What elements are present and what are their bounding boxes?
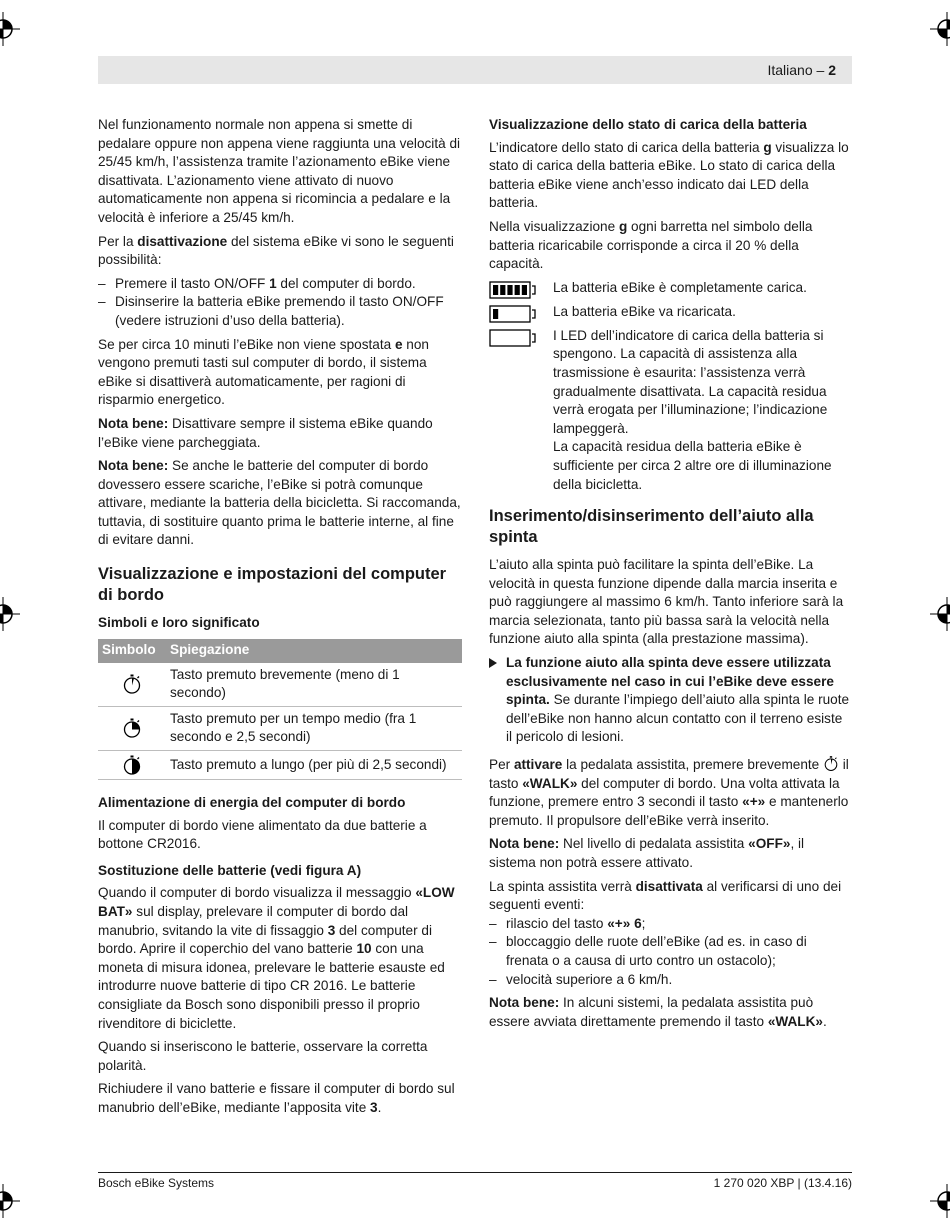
paragraph-polarity: Quando si inseriscono le batterie, osservare la corretta polarità. [98, 1039, 428, 1073]
text: e mantenerlo premuto. Il propulsore dell’eBike verrà inserito. [489, 794, 849, 828]
battery-state-text: La batteria eBike va ricaricata. [553, 303, 736, 319]
text: Per [489, 757, 514, 773]
text: Nella visualizzazione [489, 218, 619, 234]
battery-state-row [489, 327, 852, 494]
text: Disinserire la batteria eBike premendo il tasto ON/OFF (vedere istruzioni d’uso della batteria). [115, 294, 444, 328]
paragraph-deactivation-events [489, 878, 852, 915]
text: non vengono premuti tasti sul computer di bordo, il sistema eBike si disattiverà automaticamente, per ragioni di risparmio energetico. [98, 336, 429, 408]
paragraph-charge-indicator [489, 139, 852, 213]
heading-charge-display: Visualizzazione dello stato di carica della batteria [489, 117, 807, 132]
crop-mark-top-left [0, 12, 20, 46]
text: al verificarsi di uno dei seguenti eventi: [489, 878, 842, 913]
bold-text: 10 [356, 941, 372, 957]
text: ; [641, 915, 646, 931]
text: , il sistema non potrà essere attivato. [489, 836, 805, 870]
deactivation-events-list [489, 915, 852, 989]
heading-display-settings: Visualizzazione e impostazioni del computer di bordo [98, 565, 447, 605]
text: Premere il tasto ON/OFF [115, 275, 270, 291]
text: del computer di bordo. Aprire il coperchio del vano batterie [98, 922, 432, 957]
table-cell-symbol [98, 706, 166, 750]
paragraph-power-supply: Il computer di bordo viene alimentato da due batterie a bottone CR2016. [98, 817, 427, 852]
page-header-text [767, 62, 836, 78]
text: bloccaggio delle ruote dell’eBike (ad es. in caso di frenata o a causa di urto contro un ostacolo); [506, 934, 807, 968]
battery-terminal [532, 286, 535, 294]
text: Se anche le batterie del computer di bordo dovessero essere scariche, l’eBike si potrà comunque attivare, mediante la batteria della bicicletta. Si raccomanda, tuttavia, di sostituire quanto prima le batterie interne, al fine di evitare danni. [98, 458, 461, 548]
heading-symbols: Simboli e loro significato [98, 615, 260, 631]
table-row [98, 751, 462, 780]
bold-text: g [763, 139, 772, 155]
text: il tasto [489, 757, 849, 791]
header-dash: – [812, 62, 829, 78]
warning-block [489, 654, 852, 747]
text: . [822, 1013, 827, 1029]
battery-empty-text: I LED dell’indicatore di carica della batteria si spengono. La capacità di assistenza alla trasmissione è esaurita: l’assistenza verrà gradualmente disattivata. La capacità residua verrà erogata per l’illuminazione; l’indicazione lampeggerà. [553, 327, 828, 436]
paragraph-close-compartment [98, 1080, 462, 1117]
text: Disattivare sempre il sistema eBike quando l’eBike viene parcheggiata. [98, 415, 433, 450]
text: Nel livello di pedalata assistita [559, 836, 749, 852]
bold-text: e [394, 336, 403, 352]
text: Quando il computer di bordo visualizza il messaggio [98, 885, 416, 901]
right-column [489, 116, 852, 1036]
list-item [489, 971, 852, 990]
page-number: 2 [828, 62, 836, 78]
stopwatch-short-icon [823, 755, 839, 772]
text: ogni barretta nel simbolo della batteria ricaricabile corrisponde a circa il 20 % della capacità. [489, 218, 813, 272]
battery-bar [500, 285, 505, 295]
heading-power-supply: Alimentazione di energia del computer di bordo [98, 795, 406, 811]
table-cell-explanation: Tasto premuto a lungo (per più di 2,5 secondi) [166, 751, 462, 780]
warning-text: Se durante l’impiego dell’aiuto alla spinta le ruote dell’eBike non hanno alcun contatto con il terreno esiste il pericolo di lesioni. [506, 692, 850, 745]
warning-triangle-icon [489, 658, 497, 668]
bold-text: «WALK» [522, 775, 578, 791]
list-item [98, 275, 462, 294]
crop-mark-mid-right [930, 597, 950, 631]
note-label: Nota bene: [98, 458, 169, 474]
text: velocità superiore a 6 km/h. [506, 971, 673, 987]
text: visualizza lo stato di carica della batteria eBike. Lo stato di carica della batteria eBike viene anch’esso indicato dai LED della batteria. [489, 139, 849, 211]
text: Se per circa 10 minuti l’eBike non viene spostata [98, 336, 395, 352]
stopwatch-short-icon [122, 673, 142, 695]
warning-bold-text: La funzione aiuto alla spinta deve essere utilizzata esclusivamente nel caso in cui l’eBike deve essere spinta. [506, 655, 834, 708]
table-cell-symbol [98, 663, 166, 707]
battery-bar [507, 285, 512, 295]
header-language: Italiano [767, 62, 813, 78]
battery-bar [493, 309, 498, 319]
list-item [489, 933, 852, 970]
deactivation-list [98, 275, 462, 331]
paragraph-activate-walk [489, 755, 852, 830]
battery-low-icon [489, 305, 537, 323]
battery-terminal [532, 334, 535, 342]
page-header [98, 56, 852, 84]
paragraph-auto-off [98, 336, 462, 410]
battery-bar [522, 285, 527, 295]
heading-battery-replacement: Sostituzione delle batterie (vedi figura A) [98, 862, 362, 878]
table-row [98, 706, 462, 750]
left-column [98, 116, 462, 1123]
symbols-table [98, 639, 462, 780]
battery-state-text [553, 327, 852, 494]
text: del sistema eBike vi sono le seguenti possibilità: [98, 233, 454, 268]
table-header-explanation: Spiegazione [166, 639, 462, 663]
bold-text: «WALK» [767, 1013, 823, 1029]
text: La spinta assistita verrà [489, 878, 636, 894]
text: In alcuni sistemi, la pedalata assistita può essere avviata direttamente premendo il tasto [489, 995, 814, 1029]
text: Per la [98, 233, 138, 249]
bold-text: «+» 6 [607, 915, 642, 931]
battery-state-row [489, 303, 852, 323]
text: . [377, 1099, 382, 1115]
battery-bar [493, 285, 498, 295]
note-park [98, 415, 462, 452]
battery-full-icon [489, 281, 537, 299]
paragraph-normal-operation: Nel funzionamento normale non appena si smette di pedalare oppure non appena viene raggiunta una velocità di 25/45 km/h, l’assistenza tramite l’azionamento eBike viene disattivata. L’azionamento viene attivato di nuovo automaticamente non appena si ricomincia a pedalare e la velocità è inferiore a 25/45 km/h. [98, 117, 461, 225]
paragraph-battery-replacement [98, 884, 462, 1033]
footer-company: Bosch eBike Systems [98, 1176, 215, 1190]
text: del computer di bordo. [276, 275, 416, 291]
crop-mark-top-right [930, 12, 950, 46]
bold-text: disattivazione [137, 233, 228, 249]
bold-text: 3 [327, 922, 336, 938]
crop-mark-bottom-left [0, 1184, 20, 1218]
table-header-symbol: Simbolo [98, 639, 166, 663]
table-row [98, 663, 462, 707]
text: L’indicatore dello stato di carica della batteria [489, 139, 764, 155]
footer-doc-id: 1 270 020 XBP | (13.4.16) [713, 1176, 852, 1190]
paragraph-push-assist: L’aiuto alla spinta può facilitare la spinta dell’eBike. La velocità in questa funzione dipende dalla marcia inserita e può raggiungere al massimo 6 km/h. Tanto inferiore sarà la marcia selezionata, tanto più bassa sarà la velocità nella funzione aiuto alla spinta (alla prestazione massima). [489, 557, 844, 647]
table-cell-explanation: Tasto premuto brevemente (meno di 1 secondo) [166, 663, 462, 707]
note-off-level [489, 835, 852, 872]
bold-text: «LOW BAT» [98, 885, 455, 919]
bold-text: «OFF» [748, 836, 791, 852]
battery-terminal [532, 310, 535, 318]
table-cell-explanation: Tasto premuto per un tempo medio (fra 1 secondo e 2,5 secondi) [166, 706, 462, 750]
note-label: Nota bene: [489, 995, 560, 1011]
heading-push-assist: Inserimento/disinserimento dell’aiuto alla spinta [489, 507, 814, 547]
battery-body [490, 330, 530, 346]
text: la pedalata assistita, premere brevemente [562, 757, 823, 773]
battery-residual-text: La capacità residua della batteria eBike è sufficiente per circa 2 altre ore di illuminazione della bicicletta. [553, 439, 832, 492]
text: sul display, prelevare il computer di bordo dal manubrio, svitando la vite di fissaggio [98, 904, 409, 938]
text: con una moneta di misura idonea, prelevare le batterie esauste ed introdurre nuove batterie di tipo CR 2016. Le batterie consigliate da Bosch sono disponibili presso il proprio rivenditore di biciclette. [98, 941, 445, 1031]
text: rilascio del tasto [506, 915, 608, 931]
table-cell-symbol [98, 751, 166, 780]
bold-text: g [618, 218, 628, 234]
bold-text: disattivata [635, 878, 703, 894]
note-walk-direct [489, 994, 852, 1031]
table-header-row [98, 639, 462, 663]
text: del computer di bordo. Una volta attivata la funzione, premere entro 3 secondi il tasto [489, 775, 840, 810]
battery-empty-icon [489, 329, 537, 347]
battery-state-row [489, 279, 852, 299]
stopwatch-medium-icon [122, 717, 142, 739]
list-item [98, 293, 462, 330]
note-label: Nota bene: [98, 415, 169, 431]
footer-rule [98, 1172, 852, 1173]
list-item [489, 915, 852, 934]
battery-state-text: La batteria eBike è completamente carica. [553, 279, 807, 295]
text: Richiudere il vano batterie e fissare il computer di bordo sul manubrio dell’eBike, mediante l’apposita vite [98, 1081, 455, 1115]
note-batteries [98, 457, 462, 550]
paragraph-deactivation [98, 233, 462, 270]
stopwatch-long-icon [122, 754, 142, 776]
paragraph-charge-bars [489, 218, 852, 274]
battery-bar [515, 285, 520, 295]
bold-text: 3 [370, 1099, 378, 1115]
bold-text: 1 [269, 275, 277, 291]
note-label: Nota bene: [489, 836, 560, 852]
crop-mark-mid-left [0, 597, 20, 631]
bold-text: attivare [513, 757, 563, 773]
bold-text: «+» [742, 794, 766, 810]
crop-mark-bottom-right [930, 1184, 950, 1218]
